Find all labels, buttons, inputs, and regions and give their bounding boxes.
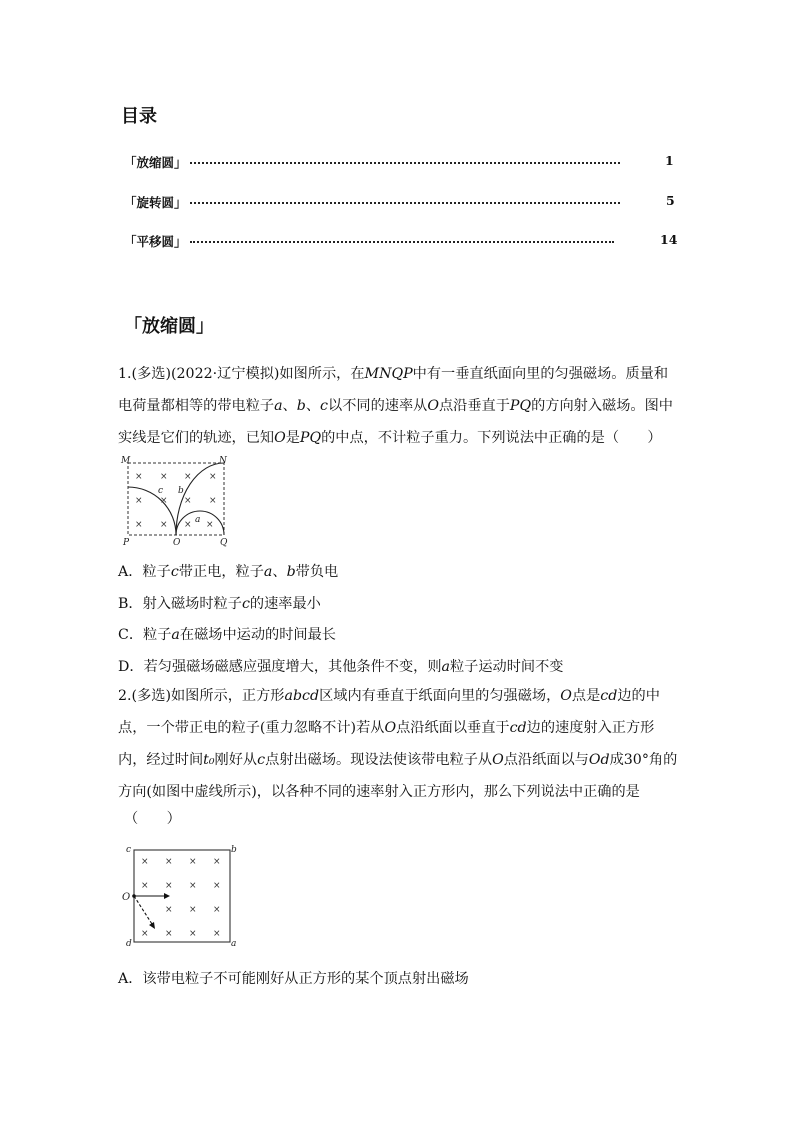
field-cross: ×: [165, 905, 173, 915]
field-cross: ×: [213, 857, 221, 867]
dashed-direction-arrow: [134, 896, 152, 924]
field-cross: ×: [165, 881, 173, 891]
field-cross: ×: [184, 496, 192, 506]
field-cross: ×: [213, 881, 221, 891]
label-O: O: [173, 538, 181, 547]
toc-leader-dots: [190, 162, 620, 164]
label-N: N: [219, 456, 227, 466]
toc-entry-label: 「平移圆」: [124, 234, 187, 249]
field-cross: ×: [135, 472, 143, 482]
toc-entry-page: 1: [665, 153, 674, 168]
field-cross: ×: [189, 881, 197, 891]
question-2-answer-bracket: （ ）: [124, 811, 181, 827]
question-2-option-a[interactable]: A．该带电粒子不可能刚好从正方形的某个顶点射出磁场: [118, 971, 469, 987]
field-crosses: [135, 472, 217, 530]
field-cross: ×: [141, 881, 149, 891]
field-cross: ×: [165, 857, 173, 867]
field-cross: ×: [141, 857, 149, 867]
field-cross: ×: [141, 929, 149, 939]
toc-entry-page: 5: [666, 193, 675, 208]
question-2-figure: [118, 842, 244, 952]
toc-entry-page: 14: [660, 232, 678, 247]
question-2-stem: 2.(多选)如图所示，正方形abcd区域内有垂直于纸面向里的匀强磁场，O点是cd边的中点，一个带正电的粒子(重力忽略不计)若从O点沿纸面以垂直于cd边的速度射入正方形内，经过时间t₀刚好从c点射出磁场。现设法使该带电粒子从O点沿纸面以与Od成30°角的方向(如图中虚线所示)，以各种不同的速率射入正方形内，那么下列说法中正确的是: [118, 688, 678, 800]
question-1-option-d[interactable]: D．若匀强磁场磁感应强度增大，其他条件不变，则a粒子运动时间不变: [118, 659, 564, 675]
label-d: d: [126, 939, 132, 949]
field-cross: ×: [209, 496, 217, 506]
field-cross: ×: [189, 857, 197, 867]
label-M: M: [121, 456, 131, 466]
label-b: b: [178, 486, 184, 496]
field-cross: ×: [135, 496, 143, 506]
section-title: 「放缩圆」: [124, 316, 214, 337]
question-1-option-b[interactable]: B．射入磁场时粒子c的速率最小: [118, 596, 321, 612]
field-cross: ×: [206, 520, 214, 530]
label-O: O: [122, 892, 131, 903]
label-c: c: [158, 486, 164, 496]
question-1-option-a[interactable]: A．粒子c带正电，粒子a、b带负电: [118, 564, 339, 580]
question-1-figure: [118, 455, 248, 547]
field-cross: ×: [184, 520, 192, 530]
toc-entry-label: 「旋转圆」: [124, 195, 187, 210]
arrowhead: [164, 893, 170, 899]
label-a: a: [231, 939, 237, 949]
field-cross: ×: [209, 472, 217, 482]
point-O: [132, 894, 136, 898]
label-b: b: [231, 845, 237, 855]
toc-entry-label: 「放缩圆」: [124, 155, 187, 170]
field-cross: ×: [213, 929, 221, 939]
field-cross: ×: [160, 496, 168, 506]
field-cross: ×: [160, 472, 168, 482]
field-cross: ×: [189, 929, 197, 939]
field-cross: ×: [165, 929, 173, 939]
label-a: a: [195, 515, 201, 525]
toc-leader-dots: [190, 202, 620, 204]
toc-leader-dots: [190, 241, 614, 243]
question-1-stem: 1.(多选)(2022·辽宁模拟)如图所示，在MNQP中有一垂直纸面向里的匀强磁场。质量和电荷量都相等的带电粒子a、b、c以不同的速率从O点沿垂直于PQ的方向射入磁场。图中实线是它们的轨迹，已知O是PQ的中点，不计粒子重力。下列说法中正确的是（ ）: [118, 366, 673, 446]
label-P: P: [123, 538, 130, 547]
field-cross: ×: [160, 520, 168, 530]
field-cross: ×: [189, 905, 197, 915]
label-c: c: [126, 845, 132, 855]
field-cross: ×: [184, 472, 192, 482]
field-cross: ×: [135, 520, 143, 530]
field-cross: ×: [213, 905, 221, 915]
toc-title: 目录: [121, 106, 157, 127]
question-1-option-c[interactable]: C．粒子a在磁场中运动的时间最长: [118, 627, 336, 643]
label-Q: Q: [220, 538, 228, 547]
